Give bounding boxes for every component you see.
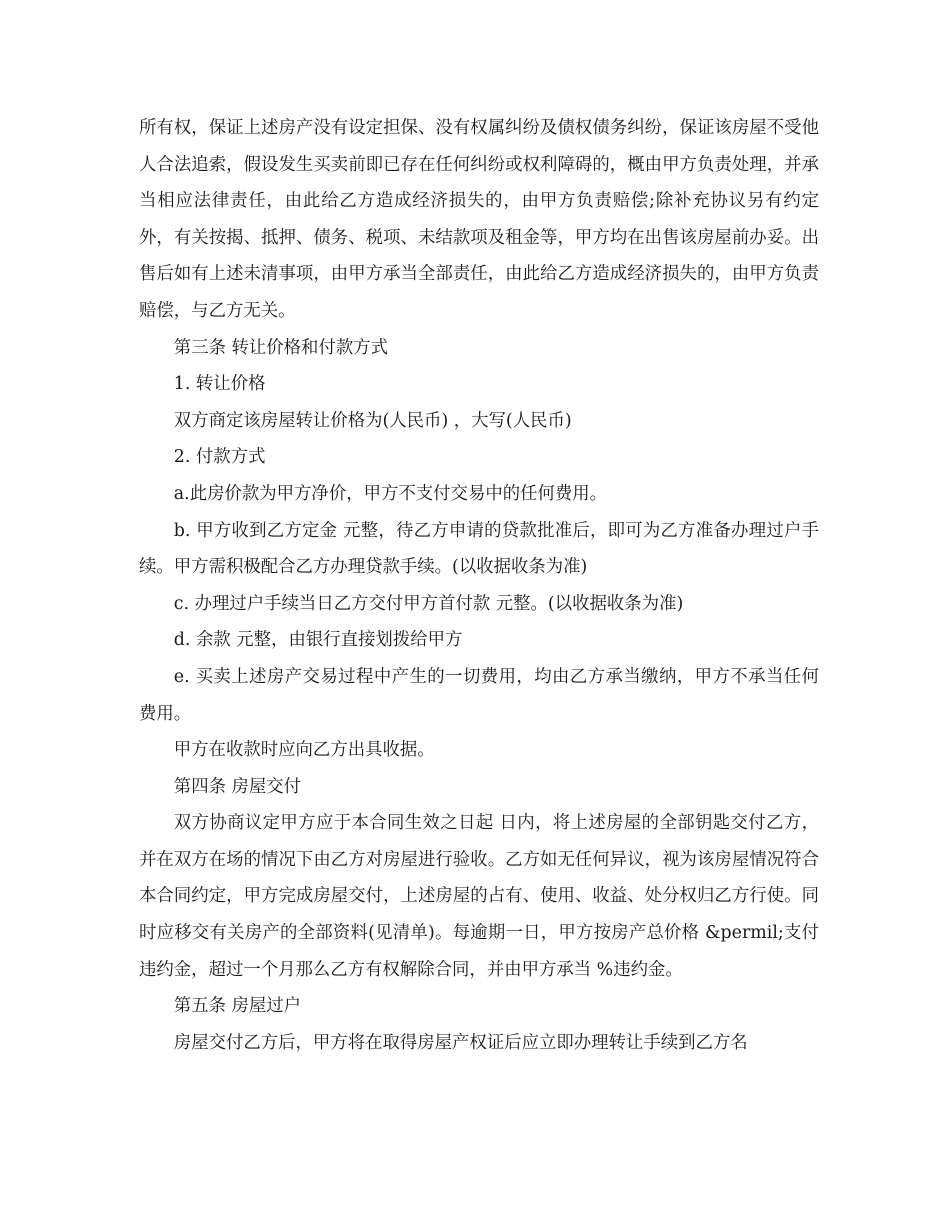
list-item-payment-a: a.此房价款为甲方净价，甲方不支付交易中的任何费用。 — [173, 483, 608, 504]
section-heading-article-3: 第三条 转让价格和付款方式 — [173, 337, 389, 358]
list-item-payment-d: d. 余款 元整，由银行直接划拨给甲方 — [173, 630, 463, 651]
paragraph-receipt: 甲方在收款时应向乙方出具收据。 — [173, 740, 435, 761]
list-item-payment-c: c. 办理过户手续当日乙方交付甲方首付款 元整。(以收据收条为准) — [173, 593, 684, 614]
subheading-transfer-price: 1. 转让价格 — [173, 374, 266, 395]
paragraph-transfer-price: 双方商定该房屋转让价格为(人民币) ，大写(人民币) — [173, 410, 572, 431]
section-heading-article-5: 第五条 房屋过户 — [173, 996, 302, 1017]
section-heading-article-4: 第四条 房屋交付 — [173, 776, 302, 797]
list-item-payment-b: b. 甲方收到乙方定金 元整，待乙方申请的贷款批准后，即可为乙方准备办理过户手续。甲方需积极配合乙方办理贷款手续。(以收据收条为准) — [139, 520, 819, 578]
subheading-payment-method: 2. 付款方式 — [173, 447, 266, 468]
list-item-payment-e: e. 买卖上述房产交易过程中产生的一切费用，均由乙方承当缴纳，甲方不承当任何费用。 — [139, 666, 819, 724]
paragraph-house-delivery: 双方协商议定甲方应于本合同生效之日起 日内，将上述房屋的全部钥匙交付乙方，并在双方在场的情况下由乙方对房屋进行验收。乙方如无任何异议，视为该房屋情况符合本合同约定，甲方完成房屋交付，上述房屋的占有、使用、收益、处分权归乙方行使。同时应移交有关房产的全部资料(见清单)。每逾期一日，甲方按房产总价格 &permil;支付违约金，超过一个月那么乙方有权解除合同，并由甲方承当 %违约金。 — [139, 813, 819, 980]
paragraph-ownership-guarantee: 所有权，保证上述房产没有设定担保、没有权属纠纷及债权债务纠纷，保证该房屋不受他人合法追索，假设发生买卖前即已存在任何纠纷或权利障碍的，概由甲方负责处理，并承当相应法律责任，由此给乙方造成经济损失的，由甲方负责赔偿;除补充协议另有约定外，有关按揭、抵押、债务、税项、未结款项及租金等，甲方均在出售该房屋前办妥。出售后如有上述未清事项，由甲方承当全部责任，由此给乙方造成经济损失的，由甲方负责赔偿，与乙方无关。 — [139, 118, 819, 321]
document-body — [139, 110, 819, 1061]
paragraph-house-transfer: 房屋交付乙方后，甲方将在取得房屋产权证后应立即办理转让手续到乙方名 — [173, 1032, 748, 1053]
